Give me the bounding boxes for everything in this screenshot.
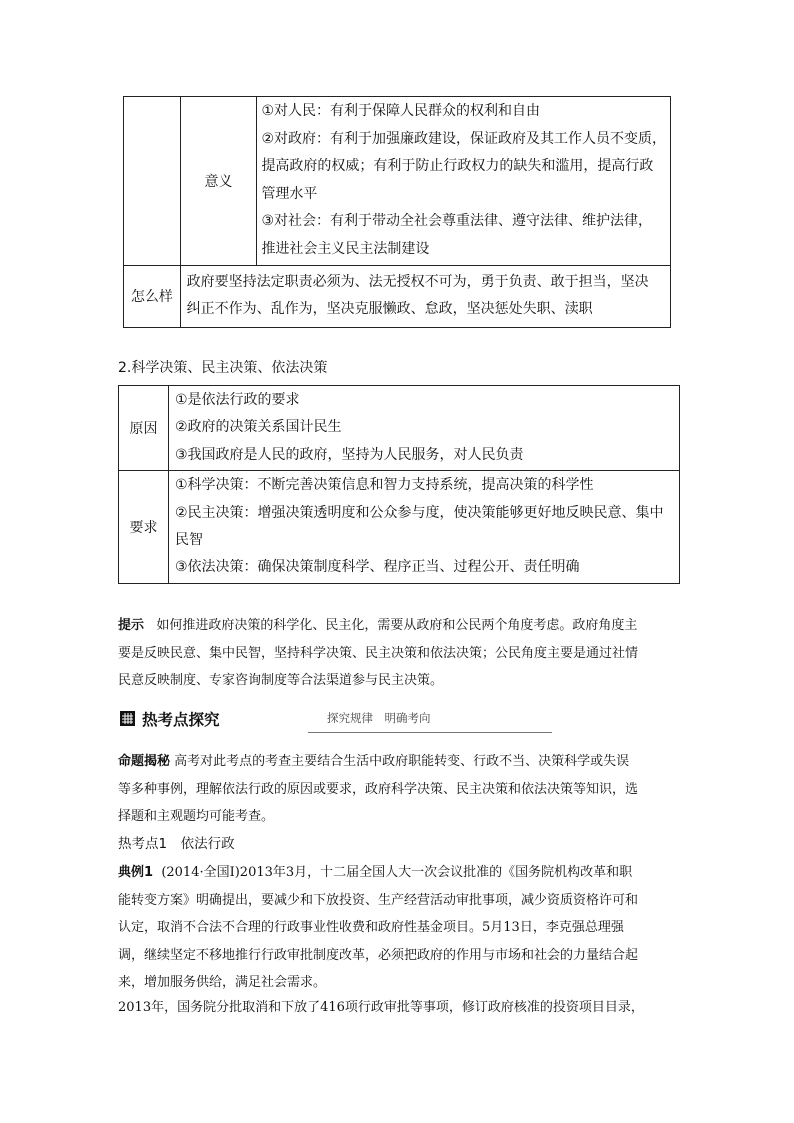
text-line: 纠正不作为、乱作为，坚决克服懒政、怠政，坚决惩处失职、渎职 bbox=[186, 301, 593, 318]
row-label-zenmeyang: 怎么样 bbox=[124, 265, 181, 327]
text-line: 管理水平 bbox=[261, 185, 318, 202]
row-content-yiyi bbox=[257, 97, 671, 266]
text-line: 政府要坚持法定职责必须为、法无授权不可为，勇于负责、敢于担当，坚决 bbox=[186, 273, 649, 290]
text-line: 2013年，国务院分批取消和下放了416项行政审批等事项，修订政府核准的投资项目目录， bbox=[118, 1000, 644, 1015]
text-line: 认定，取消不合法不合理的行政事业性收费和政府性基金项目。5月13日，李克强总理强 bbox=[118, 920, 624, 936]
hint-text: 如何推进政府决策的科学化、民主化，需要从政府和公民两个角度考虑。政府角度主 bbox=[156, 618, 638, 633]
example-paragraph bbox=[118, 859, 680, 997]
row-content-zenmeyang bbox=[180, 265, 670, 327]
text-line: 择题和主观题均可能考查。 bbox=[118, 809, 275, 824]
table-decision-making bbox=[118, 385, 680, 584]
table-row bbox=[119, 471, 680, 584]
text-line: ②政府的决策关系国计民生 bbox=[175, 419, 342, 436]
text-line: 能转变方案》明确提出，要减少和下放投资、生产经营活动审批事项，减少资质资格许可和 bbox=[118, 892, 639, 908]
intro-paragraph bbox=[118, 748, 680, 831]
hot-point-heading: 热考点1 依法行政 bbox=[118, 836, 235, 852]
row-label-yaoqiu: 要求 bbox=[119, 471, 169, 584]
text-line: 提高政府的权威；有利于防止行政权力的缺失和滥用，提高行政 bbox=[261, 158, 654, 175]
text-line: ①是依法行政的要求 bbox=[175, 392, 300, 408]
table-row bbox=[124, 265, 671, 327]
text-line: ③我国政府是人民的政府，坚持为人民服务，对人民负责 bbox=[175, 446, 524, 463]
text-line: 推进社会主义民主法制建设 bbox=[261, 240, 430, 257]
text-line: 来，增加服务供给，满足社会需求。 bbox=[118, 975, 327, 991]
text-line: 调，继续坚定不移地推行行政审批制度改革，必须把政府的作用与市场和社会的力量结合起 bbox=[118, 947, 639, 963]
grid-square-icon bbox=[120, 711, 135, 726]
row-label-yiyi: 意义 bbox=[180, 97, 257, 266]
divider bbox=[308, 732, 552, 733]
text-line: ②对政府：有利于加强廉政建设，保证政府及其工作人员不变质， bbox=[261, 130, 666, 147]
row-content-yaoqiu bbox=[169, 471, 680, 584]
text-line: 等多种事例，理解依法行政的原因或要求，政府科学决策、民主决策和依法决策等知识，选 bbox=[118, 781, 639, 797]
section-title: 2.科学决策、民主决策、依法决策 bbox=[118, 360, 328, 376]
text-line bbox=[118, 612, 680, 640]
text-line bbox=[118, 859, 680, 887]
example-label: 典例1 bbox=[118, 865, 154, 880]
hint-label: 提示 bbox=[118, 618, 145, 633]
table-significance bbox=[123, 96, 671, 328]
section-header bbox=[118, 708, 438, 732]
text-line: ①科学决策：不断完善决策信息和智力支持系统，提高决策的科学性 bbox=[175, 477, 594, 494]
example-text: (2014·全国Ⅰ)2013年3月，十二届全国人大一次会议批准的《国务院机构改革和职 bbox=[161, 865, 633, 880]
table-cell-empty bbox=[124, 97, 181, 266]
text-line: 要是反映民意、集中民智，坚持科学决策、民主决策和依法决策；公民角度主要是通过社情 bbox=[118, 645, 639, 661]
text-line: 民智 bbox=[175, 532, 203, 549]
text-line bbox=[118, 748, 680, 776]
hint-paragraph bbox=[118, 612, 680, 695]
text-line: ①对人民：有利于保障人民群众的权利和自由 bbox=[261, 103, 540, 119]
table-row bbox=[124, 97, 671, 266]
section-header-subtitle: 探究规律 明确考向 bbox=[327, 711, 431, 725]
text-line: ③对社会：有利于带动全社会尊重法律、遵守法律、维护法律， bbox=[261, 213, 652, 230]
intro-label: 命题揭秘 bbox=[118, 754, 171, 769]
intro-text: 高考对此考点的考查主要结合生活中政府职能转变、行政不当、决策科学或失误 bbox=[174, 754, 630, 769]
table-row bbox=[119, 386, 680, 471]
text-line: ②民主决策：增强决策透明度和公众参与度，使决策能够更好地反映民意、集中 bbox=[175, 504, 664, 521]
row-content-yuanyin bbox=[169, 386, 680, 471]
row-label-yuanyin: 原因 bbox=[119, 386, 169, 471]
section-header-title: 热考点探究 bbox=[142, 711, 220, 729]
paragraph-line bbox=[118, 996, 680, 1015]
text-line: 民意反映制度、专家咨询制度等合法渠道参与民主决策。 bbox=[118, 673, 444, 688]
text-line: ③依法决策：确保决策制度科学、程序正当、过程公开、责任明确 bbox=[175, 559, 580, 576]
